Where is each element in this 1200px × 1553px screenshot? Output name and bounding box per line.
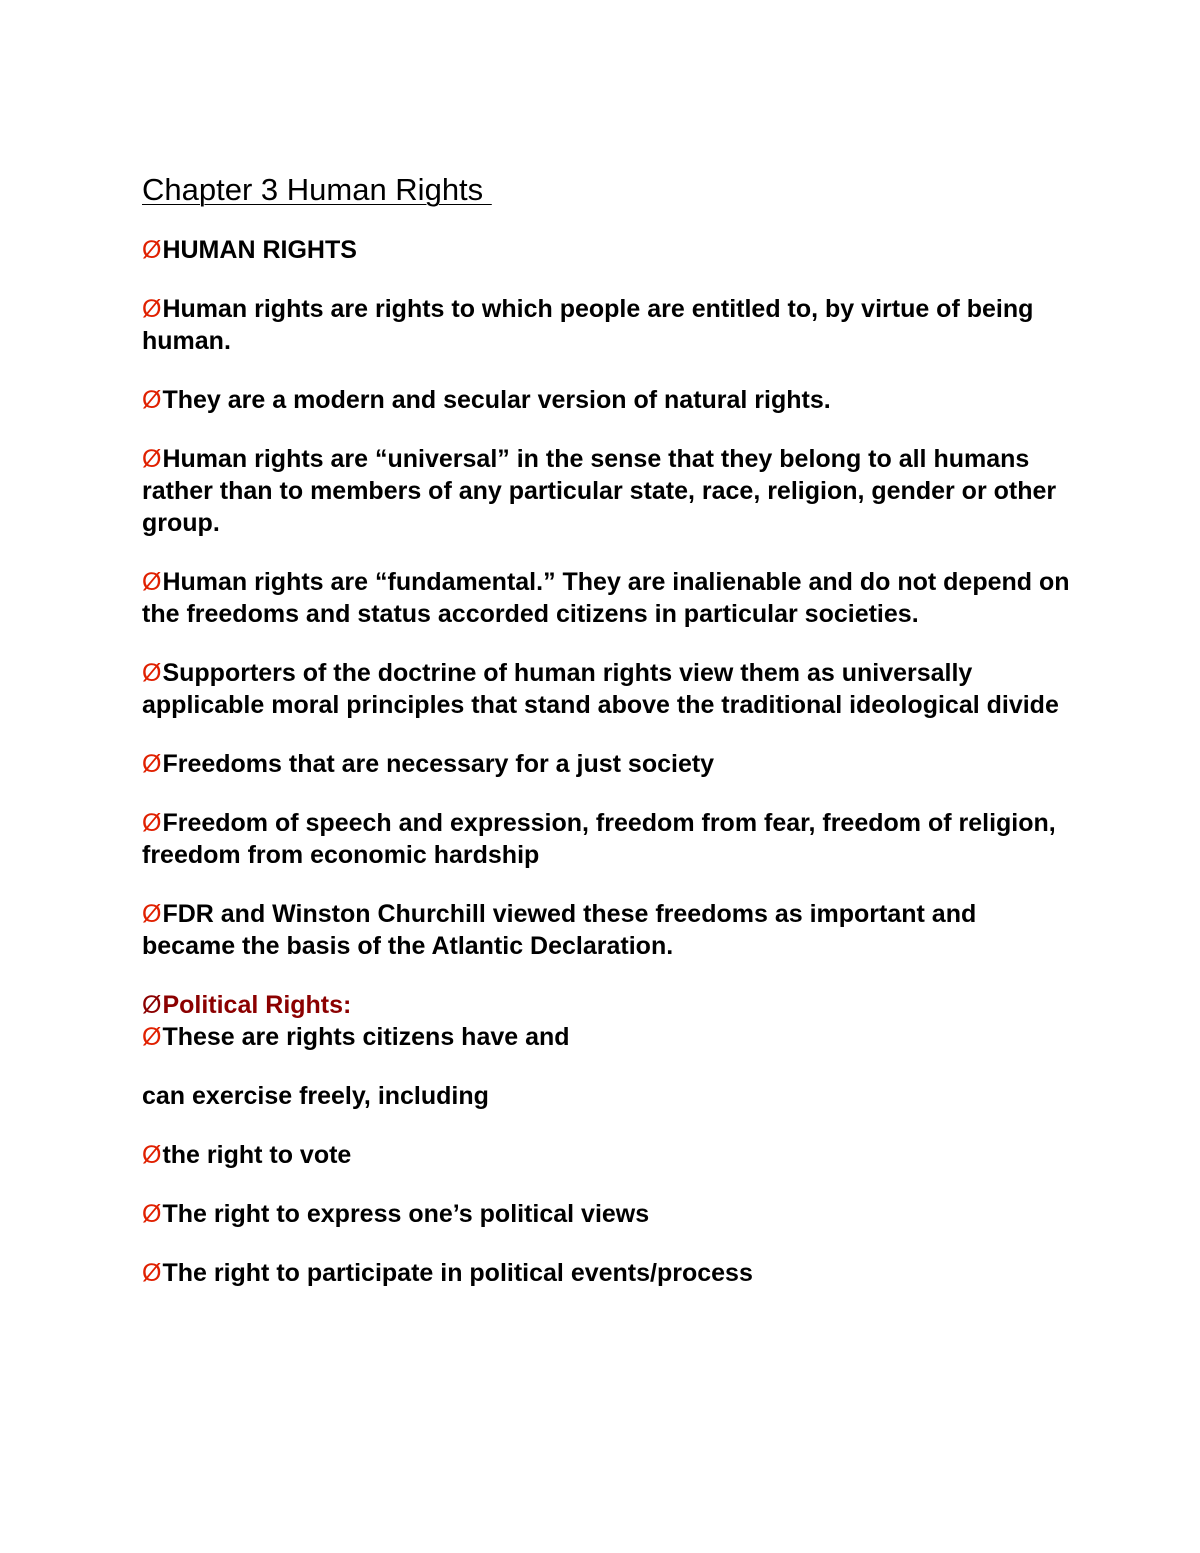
bullet-item [142, 566, 1072, 630]
bullet-item [142, 1021, 1072, 1053]
page-title: Chapter 3 Human Rights [142, 172, 492, 207]
bullet-text: can exercise freely, including [142, 1082, 489, 1110]
bullet-text: The right to express one’s political views [162, 1200, 650, 1228]
bullet-item [142, 657, 1072, 721]
bullet-text: FDR and Winston Churchill viewed these freedoms as important and became the basis of the Atlantic Declaration. [142, 900, 977, 960]
bullet-item [142, 384, 1072, 416]
bullet-text: Supporters of the doctrine of human rights view them as universally applicable moral principles that stand above the traditional ideological divide [142, 659, 1059, 719]
bullet-symbol-icon: Ø [142, 750, 162, 778]
bullet-symbol-icon: Ø [142, 295, 162, 323]
bullet-symbol-icon: Ø [142, 568, 162, 596]
bullet-symbol-icon: Ø [142, 386, 162, 414]
bullet-text: Human rights are “fundamental.” They are inalienable and do not depend on the freedoms and status accorded citizens in particular societies. [142, 568, 1070, 628]
bullet-text: Freedoms that are necessary for a just society [162, 750, 715, 778]
bullet-text: Human rights are “universal” in the sense that they belong to all humans rather than to members of any particular state, race, religion, gender or other group. [142, 445, 1057, 537]
bullet-symbol-icon: Ø [142, 659, 162, 687]
bullet-text: Freedom of speech and expression, freedom from fear, freedom of religion, freedom from economic hardship [142, 809, 1056, 869]
bullet-item [142, 443, 1072, 539]
bullet-item [142, 1257, 1072, 1289]
bullet-item [142, 1198, 1072, 1230]
bullet-text: HUMAN RIGHTS [162, 236, 357, 264]
bullet-item [142, 748, 1072, 780]
bullet-symbol-icon: Ø [142, 236, 162, 264]
bullet-text: Human rights are rights to which people are entitled to, by virtue of being human. [142, 295, 1034, 355]
bullet-symbol-icon: Ø [142, 991, 162, 1019]
bullet-item [142, 234, 1072, 266]
continuation-line [142, 1080, 1072, 1112]
bullet-symbol-icon: Ø [142, 1259, 162, 1287]
bullet-text: They are a modern and secular version of natural rights. [162, 386, 831, 414]
bullet-text: The right to participate in political events/process [162, 1259, 753, 1287]
bullet-item [142, 1139, 1072, 1171]
political-rights-heading [142, 989, 1072, 1021]
bullet-symbol-icon: Ø [142, 445, 162, 473]
document-body [142, 172, 1072, 1316]
bullet-symbol-icon: Ø [142, 1141, 162, 1169]
section-heading: Political Rights: [162, 991, 352, 1019]
bullet-symbol-icon: Ø [142, 809, 162, 837]
bullet-item [142, 293, 1072, 357]
bullet-symbol-icon: Ø [142, 1023, 162, 1051]
bullet-item [142, 807, 1072, 871]
bullet-text: the right to vote [162, 1141, 352, 1169]
bullet-item [142, 898, 1072, 962]
bullet-symbol-icon: Ø [142, 900, 162, 928]
bullet-text: These are rights citizens have and [162, 1023, 570, 1051]
bullet-symbol-icon: Ø [142, 1200, 162, 1228]
